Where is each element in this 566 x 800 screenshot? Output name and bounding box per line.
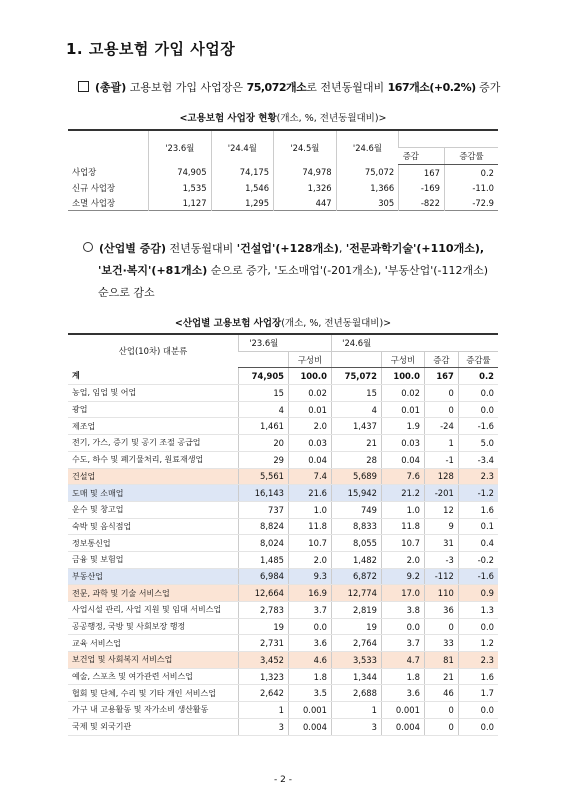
table-cell: 1,295	[211, 195, 274, 211]
table-cell: 0.2	[444, 165, 498, 181]
table-cell: 8,824	[239, 518, 289, 535]
table-cell: 1.6	[458, 501, 498, 518]
paragraph-bold: '건설업'(+128개소)	[236, 242, 339, 255]
table-cell: 6,984	[239, 568, 289, 585]
row-label: 국제 및 외국기관	[68, 718, 239, 735]
row-label: 계	[68, 368, 239, 385]
table-cell: 2.3	[458, 468, 498, 485]
table-cell: -0.2	[458, 551, 498, 568]
table2-caption	[0, 315, 566, 329]
table-cell: 2,642	[239, 685, 289, 702]
industry-workplace-table	[68, 333, 498, 736]
table-cell: 1,437	[331, 418, 381, 435]
row-label: 사업시설 관리, 사업 지원 및 임대 서비스업	[68, 602, 239, 619]
table-cell: 21	[424, 668, 458, 685]
table-cell: -822	[399, 195, 445, 211]
table-cell: 0.02	[381, 385, 424, 402]
table-cell: 0.004	[289, 718, 332, 735]
table-cell: 15,942	[331, 485, 381, 502]
table-cell: 3.5	[289, 685, 332, 702]
row-label: 사업장	[72, 167, 97, 178]
header-2406: '24.6월	[331, 334, 381, 351]
table-cell: 1,546	[211, 180, 274, 195]
table-cell: 0	[424, 385, 458, 402]
table-cell: 0.004	[381, 718, 424, 735]
table-cell: 0.03	[381, 435, 424, 452]
table-cell: 0.04	[381, 451, 424, 468]
table-cell: 4.7	[381, 652, 424, 669]
table-cell: 1.2	[458, 635, 498, 652]
table-cell: 2.0	[381, 551, 424, 568]
table-cell: 0.0	[458, 718, 498, 735]
table-cell: -11.0	[444, 180, 498, 195]
table-cell: 2.0	[289, 551, 332, 568]
summary-tag: (총괄)	[95, 81, 127, 94]
header-rate: 증감률	[458, 351, 498, 368]
table-cell: 128	[424, 468, 458, 485]
table-cell: 110	[424, 585, 458, 602]
table-cell: -3.4	[458, 451, 498, 468]
table-cell: 21	[331, 435, 381, 452]
table-cell: 4	[239, 401, 289, 418]
table-cell: 0.0	[458, 618, 498, 635]
table-cell: 1	[331, 702, 381, 719]
table-cell: 2,731	[239, 635, 289, 652]
table-cell: 1.8	[381, 668, 424, 685]
header-cell: '23.6월	[149, 130, 212, 165]
table-cell: 1,366	[336, 180, 399, 195]
table-cell: 28	[331, 451, 381, 468]
table-cell: 9.3	[289, 568, 332, 585]
table-row	[68, 468, 498, 485]
table-cell: 15	[239, 385, 289, 402]
table-cell: 9.2	[381, 568, 424, 585]
table-cell: 0	[424, 618, 458, 635]
table-cell: 9	[424, 518, 458, 535]
table-cell: 2.3	[458, 652, 498, 669]
table-cell: -1	[424, 451, 458, 468]
table-row	[68, 652, 498, 669]
table-row	[68, 585, 498, 602]
row-label: 건설업	[68, 468, 239, 485]
table-cell: 46	[424, 685, 458, 702]
table-cell: 3.7	[289, 602, 332, 619]
table-row	[68, 418, 498, 435]
section-title: 1. 고용보험 가입 사업장	[66, 40, 236, 58]
table-row	[68, 702, 498, 719]
table-row	[68, 435, 498, 452]
table-cell: 74,905	[239, 368, 289, 385]
row-label: 수도, 하수 및 폐기물처리, 원료재생업	[68, 451, 239, 468]
table-cell: 20	[239, 435, 289, 452]
header-blank	[381, 334, 498, 351]
table-cell: 167	[399, 165, 445, 181]
table-row	[68, 385, 498, 402]
table-cell: 0.0	[458, 702, 498, 719]
header-cell: '24.4월	[211, 130, 274, 165]
table-cell: 0.03	[289, 435, 332, 452]
table-cell: 1.3	[458, 602, 498, 619]
table-cell: 15	[331, 385, 381, 402]
table-cell: 19	[239, 618, 289, 635]
table-cell: 2,688	[331, 685, 381, 702]
table-cell: 2,764	[331, 635, 381, 652]
table-cell: 8,833	[331, 518, 381, 535]
table1-caption	[0, 110, 566, 124]
table-row	[68, 635, 498, 652]
header-cell: '24.6월	[336, 130, 399, 165]
header-blank	[289, 334, 332, 351]
table-cell: 0	[424, 702, 458, 719]
table-cell: 21.6	[289, 485, 332, 502]
row-label: 전문, 과학 및 기술 서비스업	[68, 585, 239, 602]
summary-bold-change: 167개소(+0.2%)	[387, 81, 476, 94]
table-cell: -112	[424, 568, 458, 585]
paragraph-text: ,	[338, 242, 346, 255]
header-share: 구성비	[381, 351, 424, 368]
paragraph-text: 순으로 감소	[98, 286, 155, 299]
table-cell: 3	[331, 718, 381, 735]
row-label: 교육 서비스업	[68, 635, 239, 652]
table-cell: 3.8	[381, 602, 424, 619]
table-cell: -72.9	[444, 195, 498, 211]
summary-text: 고용보험 가입 사업장은	[126, 81, 247, 94]
table-cell: 7.4	[289, 468, 332, 485]
table-cell: 0	[424, 401, 458, 418]
table-cell: 1.0	[289, 501, 332, 518]
table-cell: 305	[336, 195, 399, 211]
table-cell: 0.0	[381, 618, 424, 635]
table-row	[68, 602, 498, 619]
table-cell: 1.0	[381, 501, 424, 518]
paragraph-text: 순으로 증가, '도소매업'(-201개소), '부동산업'(-112개소)	[207, 264, 489, 277]
header-cell: 증감률	[444, 148, 498, 165]
table-cell: 0.4	[458, 535, 498, 552]
caption-rest: (개소, %, 전년동월대비)>	[281, 318, 392, 329]
table-cell: 8,055	[331, 535, 381, 552]
table-cell: 749	[331, 501, 381, 518]
table-cell: 1,461	[239, 418, 289, 435]
table-cell: 167	[424, 368, 458, 385]
table-cell: 33	[424, 635, 458, 652]
table-cell: 0.01	[381, 401, 424, 418]
table-cell: 12,774	[331, 585, 381, 602]
table-cell: 1,323	[239, 668, 289, 685]
summary-bold-count: 75,072개소	[246, 81, 307, 94]
table-row	[68, 685, 498, 702]
header-cell: 증감	[399, 148, 445, 165]
table-cell: 10.7	[289, 535, 332, 552]
table-cell: 1.8	[289, 668, 332, 685]
table-cell: 1,344	[331, 668, 381, 685]
table-cell: 1	[424, 435, 458, 452]
table-cell: -201	[424, 485, 458, 502]
row-label: 협회 및 단체, 수리 및 기타 개인 서비스업	[68, 685, 239, 702]
paragraph-text: 전년동월대비	[166, 242, 237, 255]
row-label: 예술, 스포츠 및 여가관련 서비스업	[68, 668, 239, 685]
table-cell: 8,024	[239, 535, 289, 552]
checkbox-icon	[78, 81, 89, 92]
row-label: 소멸 사업장	[72, 197, 116, 208]
table-cell: -3	[424, 551, 458, 568]
table-cell: 100.0	[289, 368, 332, 385]
table-cell: 31	[424, 535, 458, 552]
paragraph-tag: (산업별 증감)	[99, 242, 167, 255]
table-cell: 447	[274, 195, 337, 211]
table-cell: 737	[239, 501, 289, 518]
row-label: 광업	[68, 401, 239, 418]
table-cell: 75,072	[336, 165, 399, 181]
paragraph-bold: '보건·복지'(+81개소)	[98, 264, 208, 277]
table-row	[68, 668, 498, 685]
table-cell: 0.0	[458, 385, 498, 402]
table-cell: 7.6	[381, 468, 424, 485]
table-cell: 3	[239, 718, 289, 735]
table-cell: -24	[424, 418, 458, 435]
industry-change-paragraph	[83, 238, 513, 304]
table-cell: 74,978	[274, 165, 337, 181]
table-cell: 74,175	[211, 165, 274, 181]
table-cell: 12,664	[239, 585, 289, 602]
table-cell: 3.7	[381, 635, 424, 652]
table-row	[68, 401, 498, 418]
table-cell: 29	[239, 451, 289, 468]
table-cell: -1.2	[458, 485, 498, 502]
table-cell: 10.7	[381, 535, 424, 552]
table-cell: 1	[239, 702, 289, 719]
table-row	[68, 535, 498, 552]
table-cell: 0.001	[381, 702, 424, 719]
table-cell: 81	[424, 652, 458, 669]
table-cell: 1.6	[458, 668, 498, 685]
table-cell: 3,452	[239, 652, 289, 669]
row-label: 전기, 가스, 증기 및 공기 조절 공급업	[68, 435, 239, 452]
summary-text: 증가	[475, 81, 501, 94]
table-cell: 2,783	[239, 602, 289, 619]
table-cell: 16,143	[239, 485, 289, 502]
table-cell: 5,561	[239, 468, 289, 485]
caption-bold: <산업별 고용보험 사업장	[174, 318, 282, 329]
header-blank	[399, 130, 498, 148]
table-cell: -169	[399, 180, 445, 195]
header-cell: '24.5월	[274, 130, 337, 165]
row-label: 공공행정, 국방 및 사회보장 행정	[68, 618, 239, 635]
table-cell: 1.7	[458, 685, 498, 702]
table-row	[68, 618, 498, 635]
table-cell: 1,482	[331, 551, 381, 568]
table-row	[68, 718, 498, 735]
table-row	[68, 451, 498, 468]
table-cell: 36	[424, 602, 458, 619]
table-row	[68, 518, 498, 535]
table-cell: 0	[424, 718, 458, 735]
table-cell: 3.6	[289, 635, 332, 652]
caption-bold: <고용보험 사업장 현황	[179, 113, 277, 124]
table-cell: 11.8	[381, 518, 424, 535]
row-label: 제조업	[68, 418, 239, 435]
row-label: 가구 내 고용활동 및 자가소비 생산활동	[68, 702, 239, 719]
row-label: 농업, 임업 및 어업	[68, 385, 239, 402]
table-cell: 0.02	[289, 385, 332, 402]
table-cell: 0.0	[458, 401, 498, 418]
row-label: 금융 및 보험업	[68, 551, 239, 568]
table-cell: 1,535	[149, 180, 212, 195]
header-2306: '23.6월	[239, 334, 289, 351]
paragraph-bold: '전문과학기술'(+110개소),	[345, 242, 485, 255]
table-cell: 0.0	[289, 618, 332, 635]
table-cell: 16.9	[289, 585, 332, 602]
row-label: 부동산업	[68, 568, 239, 585]
table-row	[68, 551, 498, 568]
header-empty	[68, 130, 149, 165]
table-row	[68, 368, 498, 385]
header-blank	[331, 351, 381, 368]
table-cell: 1.9	[381, 418, 424, 435]
table-row	[68, 180, 498, 195]
header-industry: 산업(10차) 대분류	[118, 346, 188, 357]
table-cell: 6,872	[331, 568, 381, 585]
table-cell: 5,689	[331, 468, 381, 485]
table-cell: 5.0	[458, 435, 498, 452]
circle-bullet-icon	[83, 242, 93, 252]
row-label: 신규 사업장	[72, 182, 116, 193]
table-cell: 0.04	[289, 451, 332, 468]
page-number: - 2 -	[274, 775, 292, 785]
caption-rest: (개소, %, 전년동월대비)>	[276, 113, 387, 124]
table-cell: 75,072	[331, 368, 381, 385]
table-cell: 4.6	[289, 652, 332, 669]
summary-text: 로 전년동월대비	[306, 81, 388, 94]
row-label: 도매 및 소매업	[68, 485, 239, 502]
table-cell: 0.2	[458, 368, 498, 385]
table-cell: 19	[331, 618, 381, 635]
table-cell: 4	[331, 401, 381, 418]
table-cell: 2.0	[289, 418, 332, 435]
table-cell: 2,819	[331, 602, 381, 619]
row-label: 운수 및 창고업	[68, 501, 239, 518]
table-cell: 74,905	[149, 165, 212, 181]
table-cell: 12	[424, 501, 458, 518]
summary-line	[78, 79, 500, 95]
table-row	[68, 485, 498, 502]
table-cell: 0.9	[458, 585, 498, 602]
table-cell: 1,485	[239, 551, 289, 568]
header-share: 구성비	[289, 351, 332, 368]
table-row	[68, 165, 498, 181]
table-cell: 3,533	[331, 652, 381, 669]
table-cell: -1.6	[458, 568, 498, 585]
header-change: 증감	[424, 351, 458, 368]
workplace-status-table	[68, 129, 498, 211]
row-label: 정보통신업	[68, 535, 239, 552]
header-blank	[239, 351, 289, 368]
table-cell: 100.0	[381, 368, 424, 385]
table-cell: 0.001	[289, 702, 332, 719]
table-row	[68, 195, 498, 211]
table-row	[68, 568, 498, 585]
table-cell: 3.6	[381, 685, 424, 702]
table-cell: 1,127	[149, 195, 212, 211]
table-cell: 17.0	[381, 585, 424, 602]
table-cell: -1.6	[458, 418, 498, 435]
table-cell: 21.2	[381, 485, 424, 502]
table-row	[68, 501, 498, 518]
table-cell: 0.1	[458, 518, 498, 535]
table-cell: 0.01	[289, 401, 332, 418]
row-label: 숙박 및 음식점업	[68, 518, 239, 535]
table-cell: 1,326	[274, 180, 337, 195]
row-label: 보건업 및 사회복지 서비스업	[68, 652, 239, 669]
table-cell: 11.8	[289, 518, 332, 535]
